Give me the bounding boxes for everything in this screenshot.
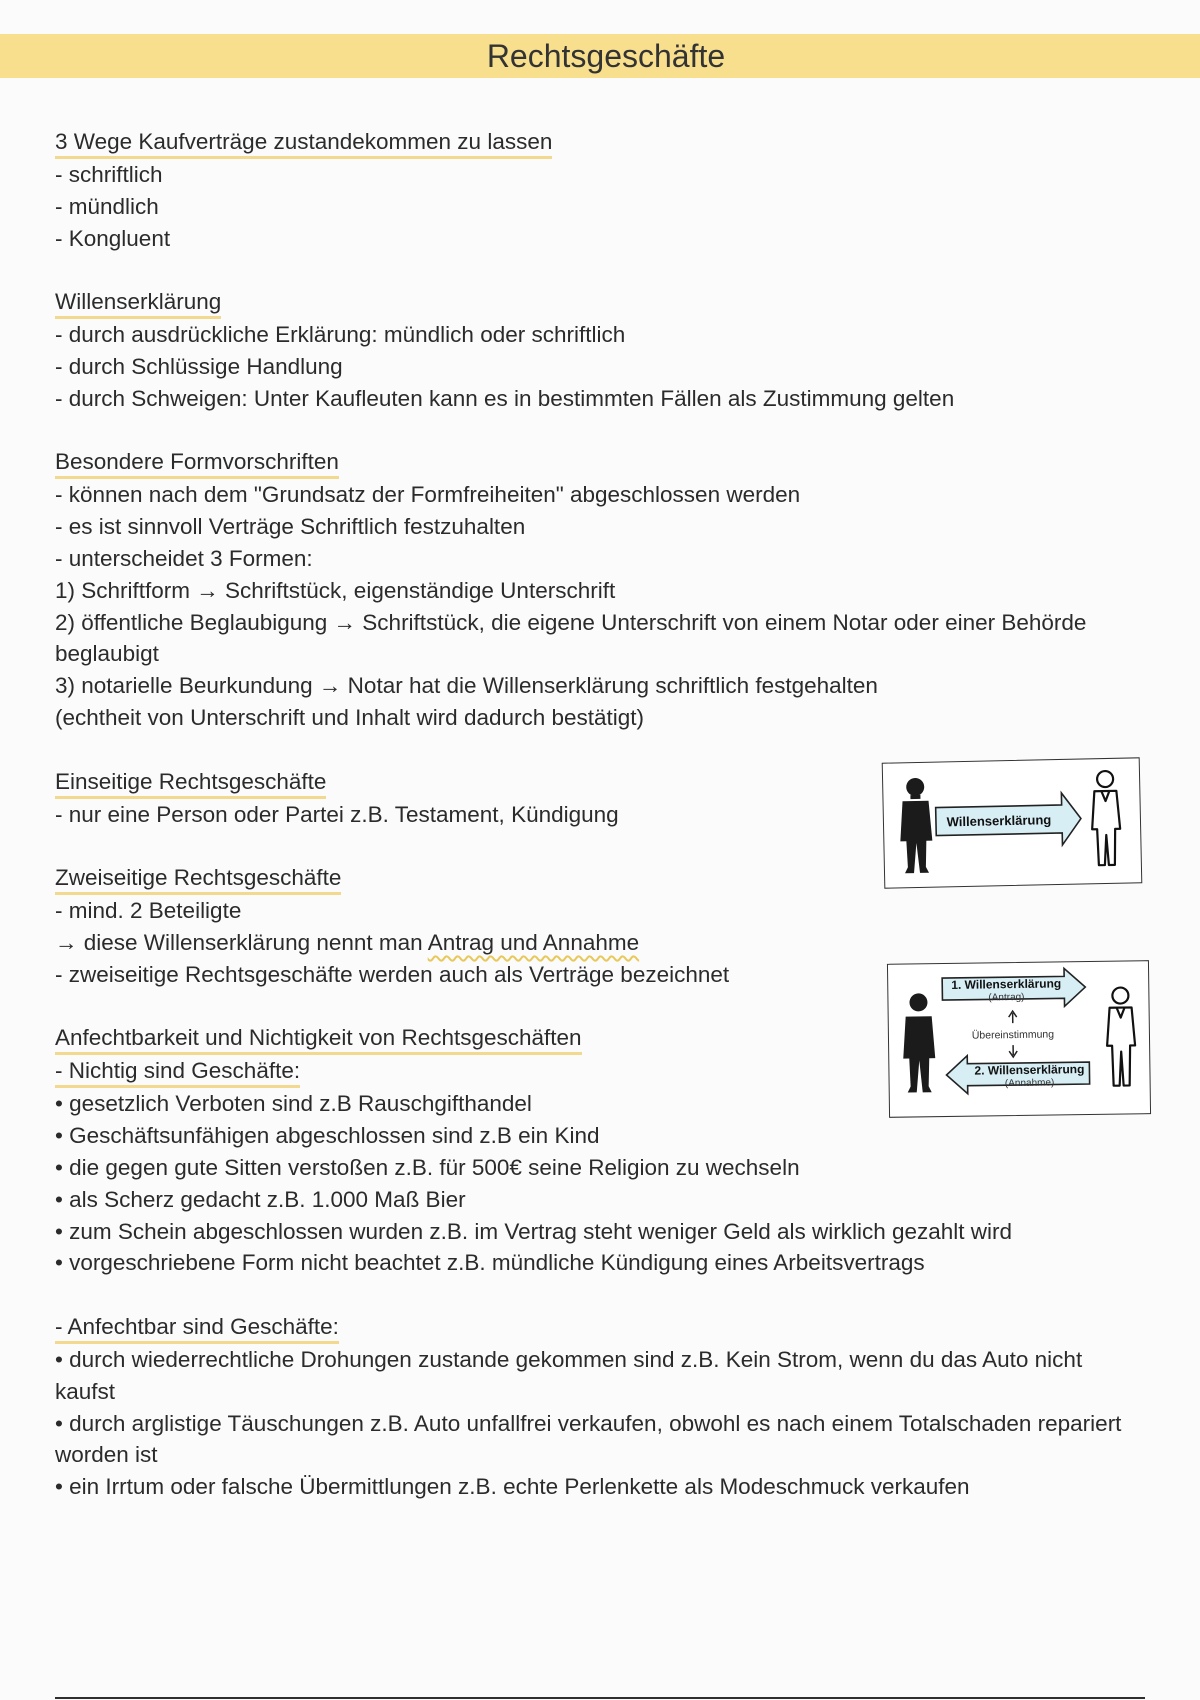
arrow1-label: 1. Willenserklärung <box>951 976 1062 992</box>
list-item: - mündlich <box>55 193 159 219</box>
arrow2-sublabel: (Annahme) <box>1004 1077 1055 1090</box>
list-item: - durch Schlüssige Handlung <box>55 353 343 379</box>
list-item: - zweiseitige Rechtsgeschäfte werden auch als Verträge bezeichnet <box>55 961 730 987</box>
diagram-zweiseitig <box>887 960 1151 1118</box>
section-heading-anfechtbarkeit: Anfechtbarkeit und Nichtigkeit von Rechtsgeschäften <box>55 1025 582 1055</box>
list-item: - Kongluent <box>55 225 171 251</box>
list-item: • die gegen gute Sitten verstoßen z.B. für 500€ seine Religion zu wechseln <box>55 1154 800 1180</box>
subheading-nichtig: - Nichtig sind Geschäfte: <box>55 1058 300 1088</box>
subheading-anfechtbar: - Anfechtbar sind Geschäfte: <box>55 1314 339 1344</box>
person-outline-icon <box>1106 987 1135 1085</box>
person-dark-icon <box>902 993 935 1092</box>
list-item: - können nach dem "Grundsatz der Formfreiheiten" abgeschlossen werden <box>55 482 801 508</box>
double-arrow-icon <box>1009 1011 1017 1023</box>
list-item: (echtheit von Unterschrift und Inhalt wird dadurch bestätigt) <box>55 704 645 730</box>
list-item: • durch arglistige Täuschungen z.B. Auto unfallfrei verkaufen, obwohl es nach einem Totalschaden repariert worden ist <box>55 1410 1122 1468</box>
page-title: Rechtsgeschäfte <box>486 38 726 74</box>
list-item: • zum Schein abgeschlossen wurden z.B. im Vertrag steht weniger Geld als wirklich gezahlt wird <box>55 1218 1013 1244</box>
diagram-einseitig <box>882 757 1143 888</box>
list-item: • gesetzlich Verboten sind z.B Rauschgifthandel <box>55 1091 532 1117</box>
arrow1-sublabel: (Antrag) <box>988 991 1025 1004</box>
list-item: - es ist sinnvoll Verträge Schriftlich festzuhalten <box>55 514 526 540</box>
list-item: • vorgeschriebene Form nicht beachtet z.B. mündliche Kündigung eines Arbeitsvertrags <box>55 1250 925 1276</box>
list-item: • Geschäftsunfähigen abgeschlossen sind z.B ein Kind <box>55 1123 600 1149</box>
list-item <box>55 927 1145 959</box>
highlighted-term: Antrag und Annahme <box>427 929 640 955</box>
list-item: - durch Schweigen: Unter Kaufleuten kann es in bestimmten Fällen als Zustimmung gelten <box>55 385 955 411</box>
list-item: 3) notarielle Beurkundung → Notar hat die Willenserklärung schriftlich festgehalten <box>55 673 878 699</box>
list-item: - durch ausdrückliche Erklärung: mündlich oder schriftlich <box>55 322 626 348</box>
person-dark-icon <box>899 778 933 874</box>
list-item: - mind. 2 Beteiligte <box>55 898 242 924</box>
diagram-einseitig-drawing <box>883 758 1142 887</box>
list-item: 1) Schriftform → Schriftstück, eigenständige Unterschrift <box>55 577 616 603</box>
list-item: • als Scherz gedacht z.B. 1.000 Maß Bier <box>55 1186 466 1212</box>
list-item: • durch wiederrechtliche Drohungen zustande gekommen sind z.B. Kein Strom, wenn du das Auto nicht kaufst <box>55 1346 1083 1404</box>
arrow-label: Willenserklärung <box>946 812 1052 830</box>
section-heading-einseitig: Einseitige Rechtsgeschäfte <box>55 769 326 799</box>
list-item: 2) öffentliche Beglaubigung → Schriftstück, die eigene Unterschrift von einem Notar oder einer Behörde beglaubigt <box>55 609 1087 667</box>
diagram-zweiseitig-drawing <box>888 961 1150 1117</box>
person-outline-icon <box>1091 771 1121 866</box>
list-item: - unterscheidet 3 Formen: <box>55 545 313 571</box>
list-item: - nur eine Person oder Partei z.B. Testament, Kündigung <box>55 801 619 827</box>
arrow2-label: 2. Willenserklärung <box>974 1062 1085 1078</box>
list-item: - schriftlich <box>55 162 163 187</box>
list-item: • ein Irrtum oder falsche Übermittlungen z.B. echte Perlenkette als Modeschmuck verkaufen <box>55 1474 970 1500</box>
section-heading-kaufvertraege: 3 Wege Kaufverträge zustandekommen zu lassen <box>55 129 552 159</box>
section-heading-formvorschriften: Besondere Formvorschriften <box>55 449 339 479</box>
section-heading-willenserklaerung: Willenserklärung <box>55 289 221 319</box>
double-arrow-icon <box>1009 1045 1017 1057</box>
middle-label: Übereinstimmung <box>971 1028 1055 1042</box>
list-item-prefix: → diese Willenserklärung nennt man <box>55 929 428 955</box>
section-heading-zweiseitig: Zweiseitige Rechtsgeschäfte <box>55 865 341 895</box>
footer-divider <box>55 1697 1145 1699</box>
